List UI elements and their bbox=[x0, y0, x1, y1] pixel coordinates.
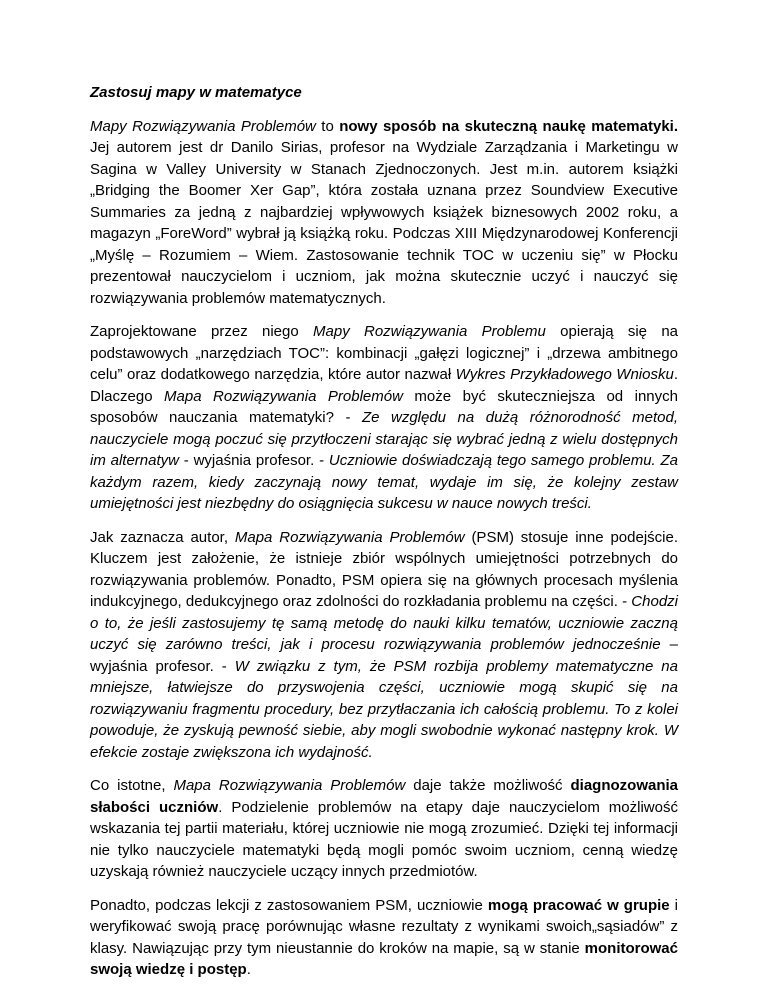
text-span: - wyjaśnia profesor. - bbox=[179, 452, 329, 469]
text-span: Ponadto, podczas lekcji z zastosowaniem PSM, uczniowie bbox=[90, 896, 488, 914]
paragraph-4 bbox=[90, 775, 678, 883]
text-span: Zaprojektowane przez niego bbox=[90, 323, 314, 340]
text-span: diagnozowania słabości uczniów bbox=[90, 777, 679, 816]
text-span: Mapy Rozwiązywania Problemu bbox=[313, 323, 546, 340]
text-span: Jej autorem jest dr Danilo Sirias, profesor na Wydziale Zarządzania i Marketingu w Sagina w Valley University w Stanach Zjednoczonych. Jest m.in. autorem książki „Bridging the Boomer Xer Gap”, która została uznana przez Soundview Executive Summaries za jedną z najbardziej wpływowych książek biznesowych 2002 roku, a magazyn „ForeWord” wybrał ją książką roku. Podczas XIII Międzynarodowej Konferencji „Myślę – Rozumiem – Wiem. Zastosowanie technik TOC w uczeniu się” w Płocku prezentował nauczycielom i uczniom, jak można skutecznie uczyć i nauczyć się rozwiązywania problemów matematycznych. bbox=[90, 139, 678, 307]
text-span: Wykres Przykładowego Wniosku bbox=[455, 366, 674, 383]
text-span: Jak zaznacza autor, bbox=[90, 528, 235, 546]
text-span: . Dlaczego bbox=[90, 366, 678, 405]
text-span: . bbox=[246, 961, 251, 978]
paragraph-1 bbox=[90, 116, 678, 310]
text-span: i weryfikować swoją pracę porównując własne rezultaty z wynikami swoich„sąsiadów” z klasy. Nawiązując przy tym nieustannie do kroków na mapie, są w stanie bbox=[90, 896, 678, 957]
text-span: Mapa Rozwiązywania Problemów bbox=[173, 777, 406, 794]
text-span: W związku z tym, że PSM rozbija problemy matematyczne na mniejsze, łatwiejsze do przyswojenia części, uczniowie mogą skupić się na rozwiązywaniu fragmentu procedury, bez przytłaczania ich całością problemu. To z kolei powoduje, że zyskują pewność siebie, aby mogli swobodnie wykonać następny krok. W efekcie zostaje zwiększona ich wydajność. bbox=[90, 657, 678, 761]
text-span: Chodzi o to, że jeśli zastosujemy tę samą metodę do nauki kilku tematów, uczniowie zaczną uczyć się zarówno treści, jak i procesu rozwiązywania problemów jednocześnie bbox=[90, 593, 678, 653]
text-span: daje także możliwość bbox=[405, 777, 571, 794]
text-span: Uczniowie doświadczają tego samego problemu. Za każdym razem, kiedy zaczynają nowy temat, wydaje im się, że kolejny zestaw umiejętności jest niezbędny do osiągnięcia sukcesu w nauce nowych treści. bbox=[90, 452, 679, 512]
text-span: – wyjaśnia profesor. - bbox=[90, 636, 678, 675]
document-page bbox=[90, 82, 678, 993]
text-span: Mapa Rozwiązywania Problemów bbox=[234, 528, 465, 546]
text-span: Co istotne, bbox=[90, 777, 174, 794]
text-span: nowy sposób na skuteczną naukę matematyki. bbox=[339, 117, 678, 135]
text-span: Ze względu na dużą różnorodność metod, nauczyciele mogą poczuć się przytłoczeni starając się wybrać jedną z wielu dostępnych im alternatyw bbox=[90, 409, 678, 469]
text-span: monitorować swoją wiedzę i postęp bbox=[90, 939, 678, 978]
paragraph-3 bbox=[90, 527, 678, 764]
paragraph-5 bbox=[90, 895, 678, 981]
text-span: Mapa Rozwiązywania Problemów bbox=[164, 387, 403, 405]
paragraph-2 bbox=[90, 321, 678, 515]
document-title: Zastosuj mapy w matematyce bbox=[90, 84, 302, 101]
text-span: (PSM) stosuje inne podejście. Kluczem jest założenie, że istnieje zbiór wspólnych umiejętności potrzebnych do rozwiązywania problemów. Ponadto, PSM opiera się na głównych procesach myślenia indukcyjnego, dedukcyjnego oraz zdolności do rozkładania problemu na części. - bbox=[90, 528, 678, 610]
text-span: mogą pracować w grupie bbox=[487, 896, 670, 914]
text-span: Mapy Rozwiązywania Problemów bbox=[90, 117, 316, 135]
text-span: opierają się na podstawowych „narzędziach TOC”: kombinacji „gałęzi logicznej” i „drzewa ambitnego celu” oraz dodatkowego narzędzia, które autor nazwał bbox=[90, 323, 679, 383]
text-span: to bbox=[315, 117, 340, 135]
text-span: . Podzielenie problemów na etapy daje nauczycielom możliwość wskazania tej partii materiału, której uczniowie nie mogą zrozumieć. Dzięki tej informacji nie tylko nauczyciele matematyki będą mogli pomóc swoim uczniom, cenną wiedzę uzyskają również nauczyciele uczący innych przedmiotów. bbox=[90, 798, 678, 880]
text-span: może być skuteczniejsza od innych sposobów nauczania matematyki? - bbox=[90, 387, 678, 426]
